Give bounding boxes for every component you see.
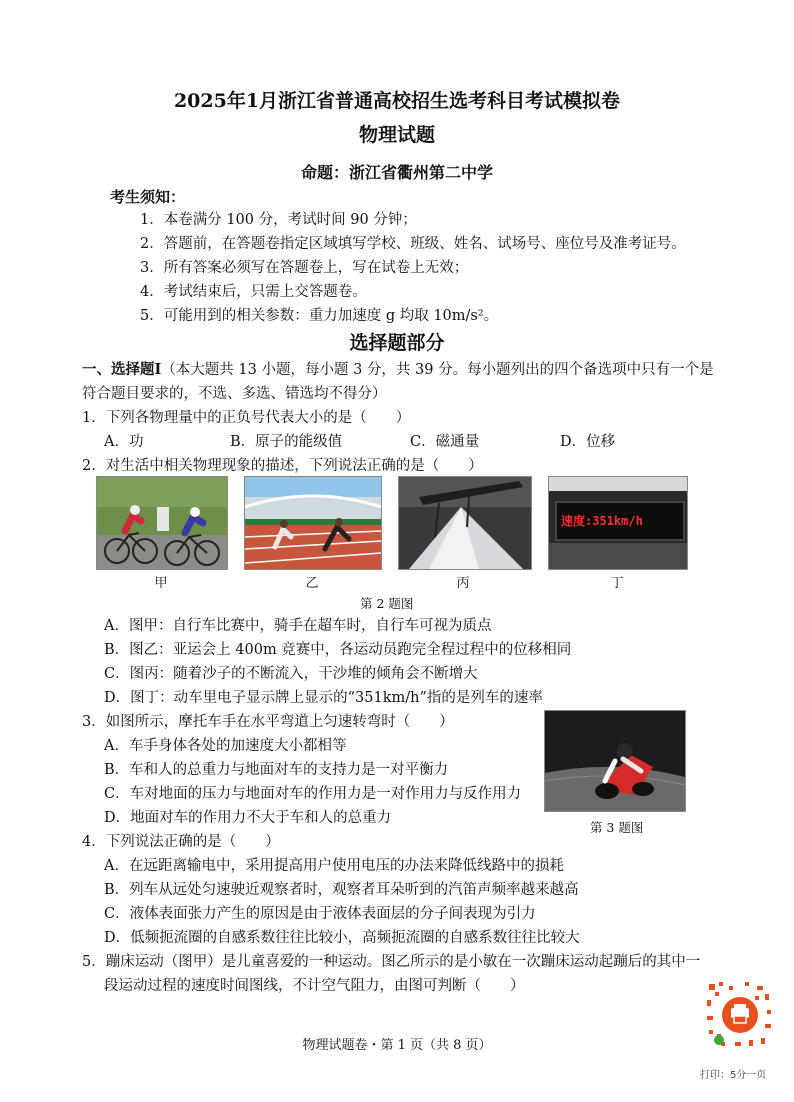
q4-option-c: C．液体表面张力产生的原因是由于液体表面层的分子间表现为引力 (104, 906, 536, 922)
q3-option-b: B．车和人的总重力与地面对车的支持力是一对平衡力 (104, 762, 449, 778)
q3-option-d: D．地面对车的作用力不大于车和人的总重力 (104, 810, 392, 826)
q1-option-c: C．磁通量 (410, 434, 480, 450)
q2-option-d: D．图丁：动车里电子显示牌上显示的“351km/h”指的是列车的速率 (104, 690, 543, 706)
track-illustration (245, 477, 381, 569)
photo-sand-pile (398, 476, 532, 570)
caption-yi: 乙 (305, 576, 319, 591)
train-interior (549, 543, 687, 569)
qr-code[interactable] (705, 980, 775, 1050)
photo-motorcycle (544, 710, 686, 812)
section-title: 选择题部分 (349, 332, 445, 354)
part1-heading: 一、选择题Ⅰ (82, 361, 162, 378)
q2-stem: 2．对生活中相关物理现象的描述，下列说法正确的是（ ） (82, 458, 483, 474)
caption-jia: 甲 (154, 576, 168, 591)
notice-item: 4．考试结束后，只需上交答题卷。 (140, 284, 367, 300)
q4-option-a: A．在远距离输电中，采用提高用户使用电压的办法来降低线路中的损耗 (104, 858, 564, 874)
q5-line1: 5．蹦床运动（图甲）是儿童喜爱的一种运动。图乙所示的是小敏在一次蹦床运动起蹦后的其中一 (82, 954, 701, 970)
q2-option-a: A．图甲：自行车比赛中，骑手在超车时，自行车可视为质点 (104, 618, 492, 634)
notice-item: 2．答题前，在答题卷指定区域填写学校、班级、姓名、试场号、座位号及准考证号。 (140, 236, 686, 252)
q3-figure-label: 第 3 题图 (590, 820, 644, 835)
q1-option-d: D．位移 (560, 434, 616, 450)
qr-print-icon (705, 980, 775, 1050)
q4-option-b: B．列车从远处匀速驶近观察者时，观察者耳朵听到的汽笛声频率越来越高 (104, 882, 579, 898)
q1-option-b: B．原子的能级值 (230, 434, 343, 450)
print-label: 打印：5分一页 (700, 1070, 767, 1081)
q4-stem: 4．下列说法正确的是（ ） (82, 834, 280, 850)
part1-desc-line1 (82, 360, 714, 380)
notice-item: 5．可能用到的相关参数：重力加速度 g 均取 10m/s²。 (140, 308, 499, 324)
author-line: 命题：浙江省衢州第二中学 (300, 163, 493, 182)
q4-option-d: D．低频扼流圈的自感系数往往比较小，高频扼流圈的自感系数往往比较大 (104, 930, 580, 946)
exam-title: 2025年1月浙江省普通高校招生选考科目考试模拟卷 (173, 90, 621, 112)
caption-bing: 丙 (456, 576, 470, 591)
q3-stem: 3．如图所示，摩托车手在水平弯道上匀速转弯时（ ） (82, 714, 454, 730)
q1-stem: 1．下列各物理量中的正负号代表大小的是（ ） (82, 410, 411, 426)
q3-option-c: C．车对地面的压力与地面对车的作用力是一对作用力与反作用力 (104, 786, 522, 802)
display-board (555, 501, 685, 541)
motorcycle-illustration (545, 711, 685, 811)
q3-option-a: A．车手身体各处的加速度大小都相等 (104, 738, 347, 754)
q2-option-b: B．图乙：亚运会上 400m 竞赛中，各运动员跑完全程过程中的位移相同 (104, 642, 572, 658)
part1-desc: （本大题共 13 小题，每小题 3 分，共 39 分。每小题列出的四个备选项中只有一个是 (161, 362, 714, 378)
notice-item: 1．本卷满分 100 分，考试时间 90 分钟； (140, 212, 417, 228)
part1-desc-line2: 符合题目要求的，不选、多选、错选均不得分） (82, 386, 387, 402)
ceiling (549, 477, 687, 491)
caption-ding: 丁 (610, 576, 624, 591)
notice-item: 3．所有答案必须写在答题卷上，写在试卷上无效； (140, 260, 469, 276)
q1-option-a: A．功 (104, 434, 144, 450)
q2-figure-label: 第 2 题图 (360, 596, 414, 611)
photo-speed-display (548, 476, 688, 570)
display-text: 速度:351km/h (561, 514, 643, 528)
photo-cycling (96, 476, 228, 570)
photo-track (244, 476, 382, 570)
exam-subtitle: 物理试题 (358, 124, 435, 146)
sand-pile-illustration (399, 477, 531, 569)
q2-option-c: C．图丙：随着沙子的不断流入，干沙堆的倾角会不断增大 (104, 666, 478, 682)
cycling-illustration (97, 477, 227, 569)
page-footer: 物理试题卷・第 1 页（共 8 页） (302, 1038, 492, 1053)
notice-heading: 考生须知： (110, 188, 186, 206)
q5-line2: 段运动过程的速度时间图线，不计空气阻力，由图可判断（ ） (104, 978, 525, 994)
